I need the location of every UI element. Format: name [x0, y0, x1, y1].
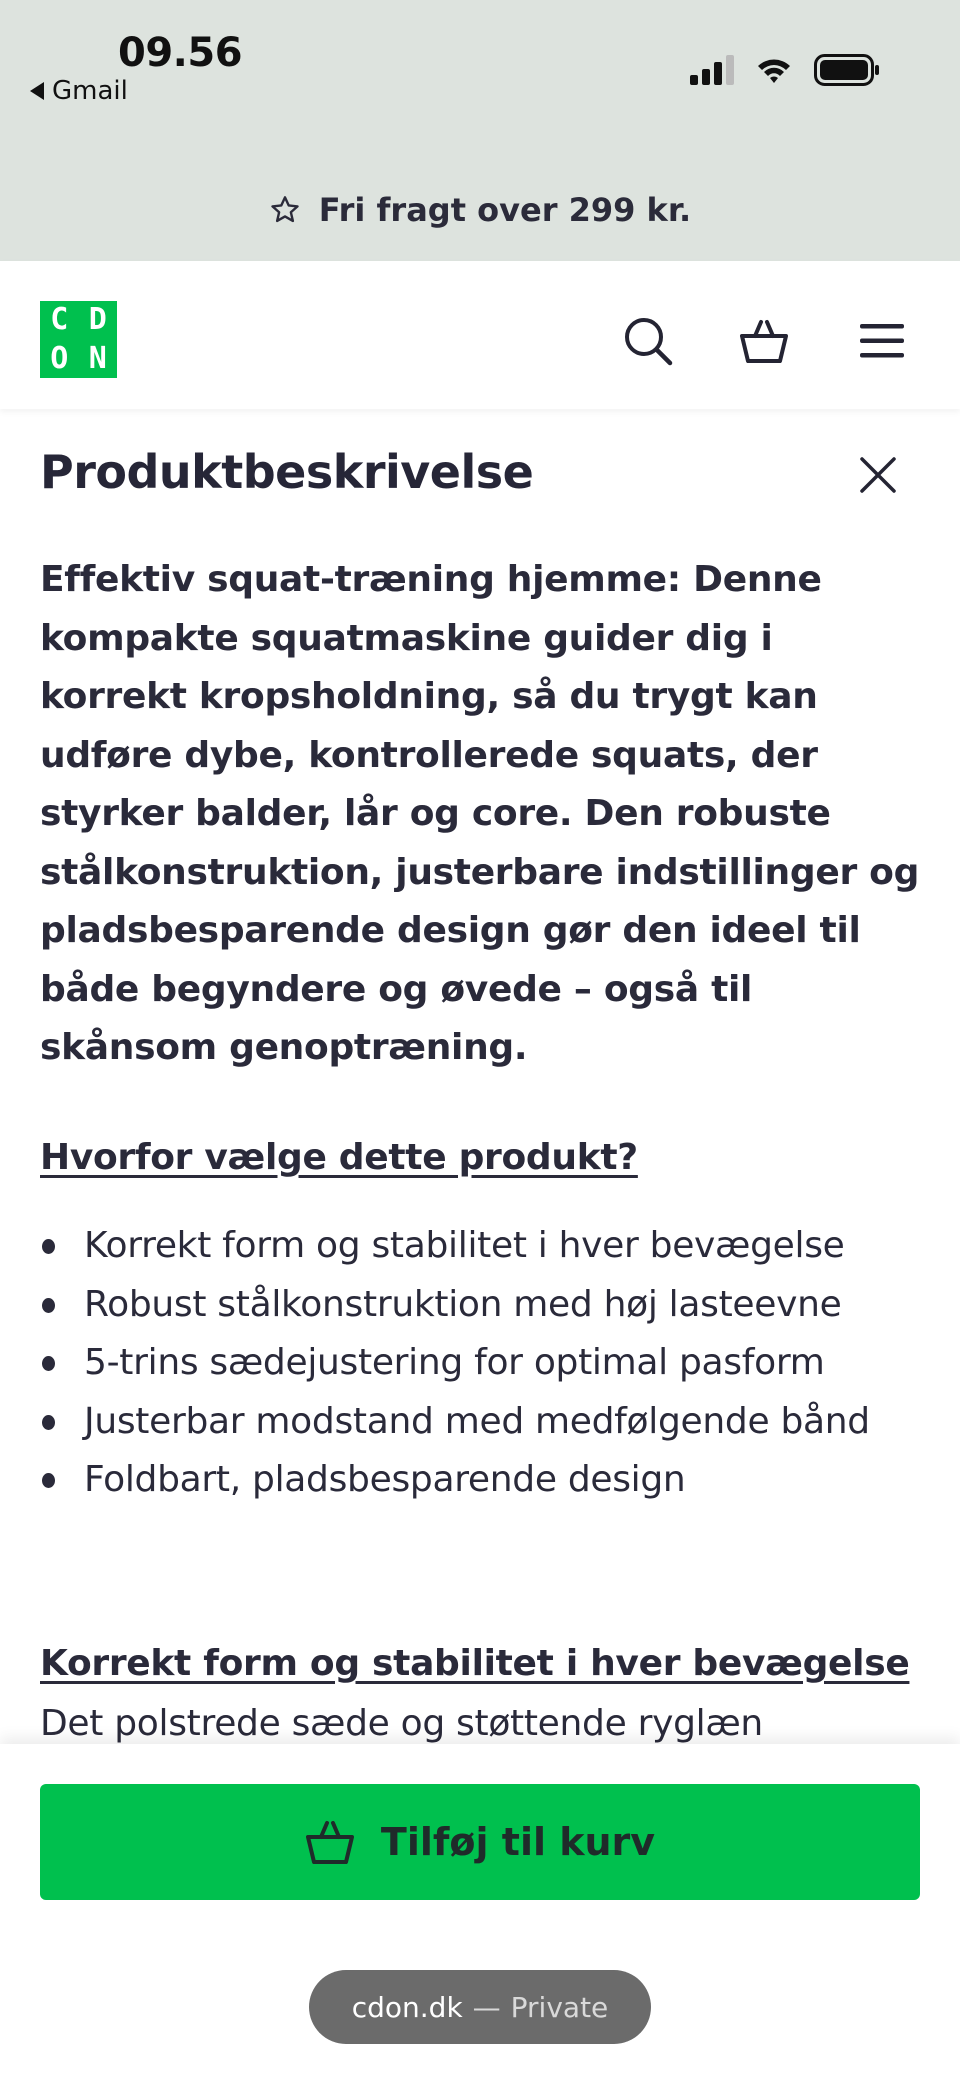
- cart-icon: [739, 318, 789, 364]
- back-to-app-link[interactable]: [30, 76, 128, 106]
- bottom-bar: [0, 1744, 960, 2081]
- product-description-panel: [0, 409, 960, 1744]
- add-to-cart-button[interactable]: [40, 1784, 920, 1900]
- section-heading: Korrekt form og stabilitet i hver bevægelse: [40, 1643, 910, 1684]
- battery-icon: [814, 54, 880, 86]
- add-to-cart-label: Tilføj til kurv: [380, 1820, 656, 1864]
- browser-url-bar[interactable]: [309, 1970, 651, 2044]
- status-icons: [690, 54, 880, 86]
- cellular-signal-icon: [690, 55, 734, 85]
- wifi-icon: [756, 56, 792, 84]
- star-icon: [269, 194, 301, 226]
- cdon-logo[interactable]: [40, 301, 117, 378]
- cart-button[interactable]: [736, 313, 792, 369]
- free-shipping-banner: [0, 180, 960, 240]
- intro-paragraph: Effektiv squat-træning hjemme: Denne kompakte squatmaskine guider dig i korrekt kropsholdning, så du trygt kan udføre dybe, kontrollerede squats, der styrker balder, lår og core. Den robuste stålkonstruktion, justerbare indstillinger og pladsbesparende design gør den ideel til både begyndere og øvede – også til skånsom genoptræning.: [40, 559, 920, 1068]
- benefits-list: [40, 1217, 870, 1510]
- list-item: 5-trins sædejustering for optimal pasform: [40, 1334, 870, 1393]
- back-app-label: Gmail: [52, 76, 128, 106]
- url-separator: —: [472, 1990, 501, 2024]
- page-title: Produktbeskrivelse: [40, 445, 534, 499]
- url-host: cdon.dk: [351, 1990, 463, 2024]
- private-mode-label: Private: [510, 1990, 609, 2024]
- logo-letter: O: [50, 340, 69, 376]
- status-time: 09.56: [118, 30, 243, 76]
- close-icon: [856, 453, 900, 497]
- list-item: Robust stålkonstruktion med høj lasteevne: [40, 1276, 870, 1335]
- cart-icon: [305, 1819, 355, 1865]
- why-heading: Hvorfor vælge dette produkt?: [40, 1137, 638, 1178]
- list-item: Foldbart, pladsbesparende design: [40, 1451, 870, 1510]
- logo-letter: D: [88, 302, 107, 338]
- search-icon: [622, 315, 674, 367]
- section-text: Det polstrede sæde og støttende ryglæn: [40, 1703, 763, 1744]
- search-button[interactable]: [620, 313, 676, 369]
- top-band: [0, 0, 960, 261]
- banner-text: Fri fragt over 299 kr.: [318, 191, 692, 229]
- list-item: Korrekt form og stabilitet i hver bevægelse: [40, 1217, 870, 1276]
- site-header: [0, 261, 960, 409]
- menu-button[interactable]: [854, 313, 910, 369]
- back-arrow-icon: [30, 82, 44, 100]
- close-button[interactable]: [856, 453, 900, 497]
- logo-letter: N: [88, 340, 107, 376]
- logo-letter: C: [50, 302, 69, 338]
- list-item: Justerbar modstand med medfølgende bånd: [40, 1393, 870, 1452]
- menu-icon: [858, 321, 906, 361]
